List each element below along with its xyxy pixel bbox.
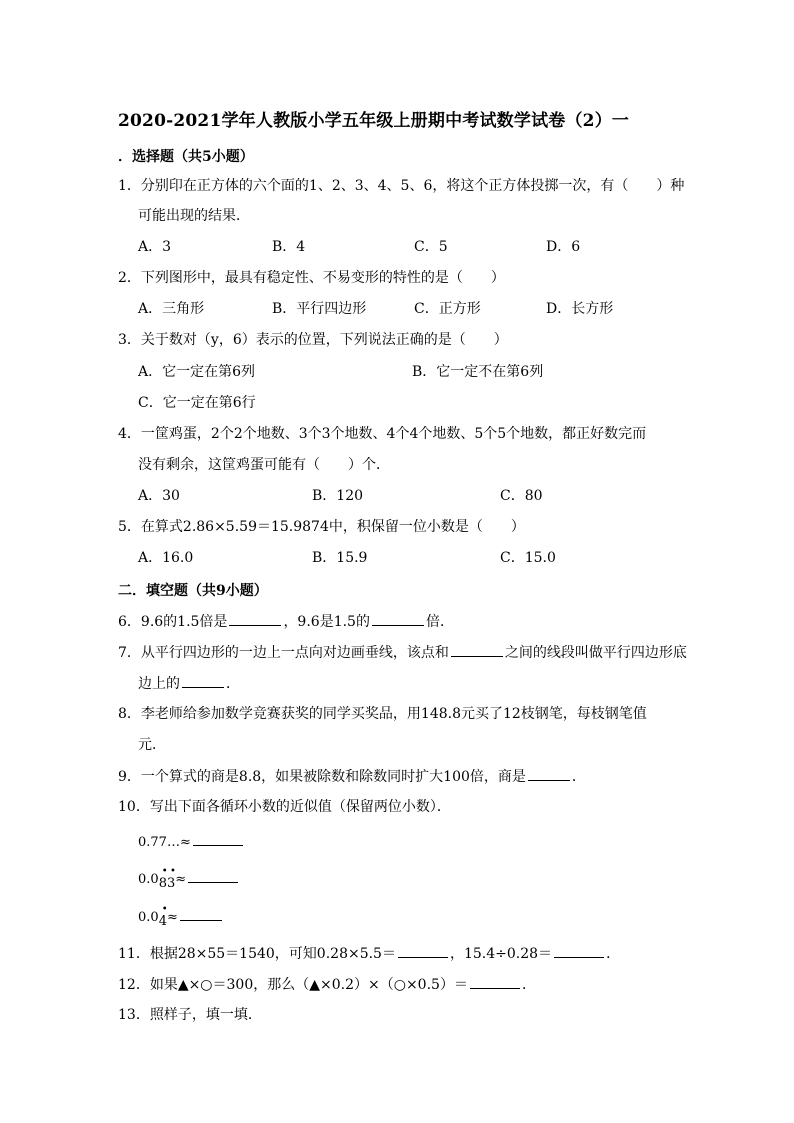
question-9-text-a: 9．一个算式的商是8.8，如果被除数和除数同时扩大100倍，商是 [118, 769, 526, 785]
answer-blank[interactable] [470, 974, 520, 989]
repeat-dot: • [161, 866, 168, 877]
answer-blank[interactable] [398, 943, 448, 958]
question-1-option-c: C．5 [414, 239, 448, 255]
question-2-option-b: B．平行四边形 [272, 301, 367, 317]
question-10-text: 10．写出下面各循环小数的近似值（保留两位小数）． [118, 799, 451, 815]
question-1-text: 1．分别印在正方体的六个面的1、2、3、4、5、6，将这个正方体投掷一次，有（ ）种 [118, 178, 685, 194]
question-7-text-a: 7．从平行四边形的一边上一点向对边画垂线，该点和 [118, 645, 449, 661]
question-7-text-line2b: ． [226, 676, 240, 692]
answer-blank[interactable] [180, 906, 222, 921]
repeating-digit: • 4 [158, 904, 168, 929]
question-12-text-a: 12．如果▲×○＝300，那么（▲×0.2）×（○×0.5）＝ [118, 977, 468, 993]
section-heading-fill: 二．填空题（共9小题） [118, 583, 268, 599]
question-6 [118, 611, 454, 632]
question-4-option-b: B．120 [312, 488, 364, 504]
section-heading-choice: ．选择题（共5小题） [118, 149, 254, 165]
question-11-text-b: ，15.4÷0.28＝ [449, 946, 553, 962]
question-3-option-b: B．它一定不在第6列 [412, 364, 544, 380]
question-11-text-a: 11．根据28×55＝1540，可知0.28×5.5＝ [118, 946, 396, 962]
question-2-option-a: A．三角形 [138, 301, 205, 317]
repeat-dot: • [161, 904, 168, 915]
question-11 [118, 943, 620, 964]
question-2-option-d: D．长方形 [546, 301, 614, 317]
recurring-decimal-1: 0.77…≈ [138, 835, 191, 850]
question-10-row-2 [138, 868, 240, 890]
page-title: 2020-2021学年人教版小学五年级上册期中考试数学试卷（2）一 [118, 111, 630, 131]
repeat-dot: • [169, 866, 176, 877]
question-6-text-a: 6．9.6的1.5倍是 [118, 614, 228, 630]
question-6-text-c: 倍． [425, 614, 454, 630]
question-6-text-b: ，9.6是1.5的 [283, 614, 370, 630]
question-1-option-b: B．4 [272, 239, 306, 255]
question-4-text: 4．一筐鸡蛋，2个2个地数、3个3个地数、4个4个地数、5个5个地数，都正好数完而 [118, 426, 647, 442]
recurring-decimal-3-prefix: 0.0 [138, 910, 159, 925]
question-1-option-a: A．3 [138, 239, 172, 255]
answer-blank[interactable] [372, 611, 424, 626]
question-9 [118, 766, 586, 787]
question-5-option-b: B．15.9 [312, 550, 368, 566]
question-4-option-c: C．80 [500, 488, 543, 504]
answer-blank[interactable] [451, 642, 503, 657]
question-7-cont [138, 673, 240, 694]
question-7-text-line2a: 边上的 [138, 676, 180, 692]
question-2-option-c: C．正方形 [414, 301, 481, 317]
question-3-option-c: C．它一定在第6行 [138, 395, 256, 411]
question-2-text: 2．下列图形中，最具有稳定性、不易变形的特性的是（ ） [118, 270, 505, 286]
answer-blank[interactable] [528, 766, 570, 781]
question-13-text: 13．照样子，填一填． [118, 1007, 262, 1023]
answer-blank[interactable] [554, 943, 604, 958]
question-12 [118, 974, 536, 995]
question-10-row-1 [138, 831, 245, 853]
question-9-text-b: ． [571, 769, 586, 785]
question-7-text-b: 之间的线段叫做平行四边形底 [504, 645, 687, 661]
question-3-text: 3．关于数对（y，6）表示的位置，下列说法正确的是（ ） [118, 332, 508, 348]
question-8-text: 8．李老师给参加数学竞赛获奖的同学买奖品，用148.8元买了12枝钢笔，每枝钢笔值 [118, 706, 647, 722]
question-4-option-a: A．30 [138, 488, 180, 504]
answer-blank[interactable] [182, 673, 224, 688]
repeating-digit: • 8 [158, 866, 168, 891]
repeating-digit: • 3 [166, 866, 176, 891]
question-1-text-cont: 可能出现的结果． [138, 208, 250, 224]
approx-sign: ≈ [166, 910, 178, 925]
question-10-row-3 [138, 906, 224, 928]
question-8-text-cont: 元． [138, 737, 166, 753]
question-11-text-c: ． [606, 946, 621, 962]
question-3-option-a: A．它一定在第6列 [138, 364, 256, 380]
question-5-text: 5．在算式2.86×5.59＝15.9874中，积保留一位小数是（ ） [118, 519, 525, 535]
answer-blank[interactable] [188, 868, 238, 883]
question-1-option-d: D．6 [546, 239, 581, 255]
question-12-text-b: ． [521, 977, 536, 993]
question-4-text-cont: 没有剩余，这筐鸡蛋可能有（ ）个． [138, 457, 390, 473]
answer-blank[interactable] [193, 831, 243, 846]
recurring-decimal-2-prefix: 0.0 [138, 872, 159, 887]
question-5-option-c: C．15.0 [500, 550, 556, 566]
question-5-option-a: A．16.0 [138, 550, 194, 566]
question-7 [118, 642, 687, 663]
approx-sign: ≈ [175, 872, 187, 887]
answer-blank[interactable] [229, 611, 281, 626]
